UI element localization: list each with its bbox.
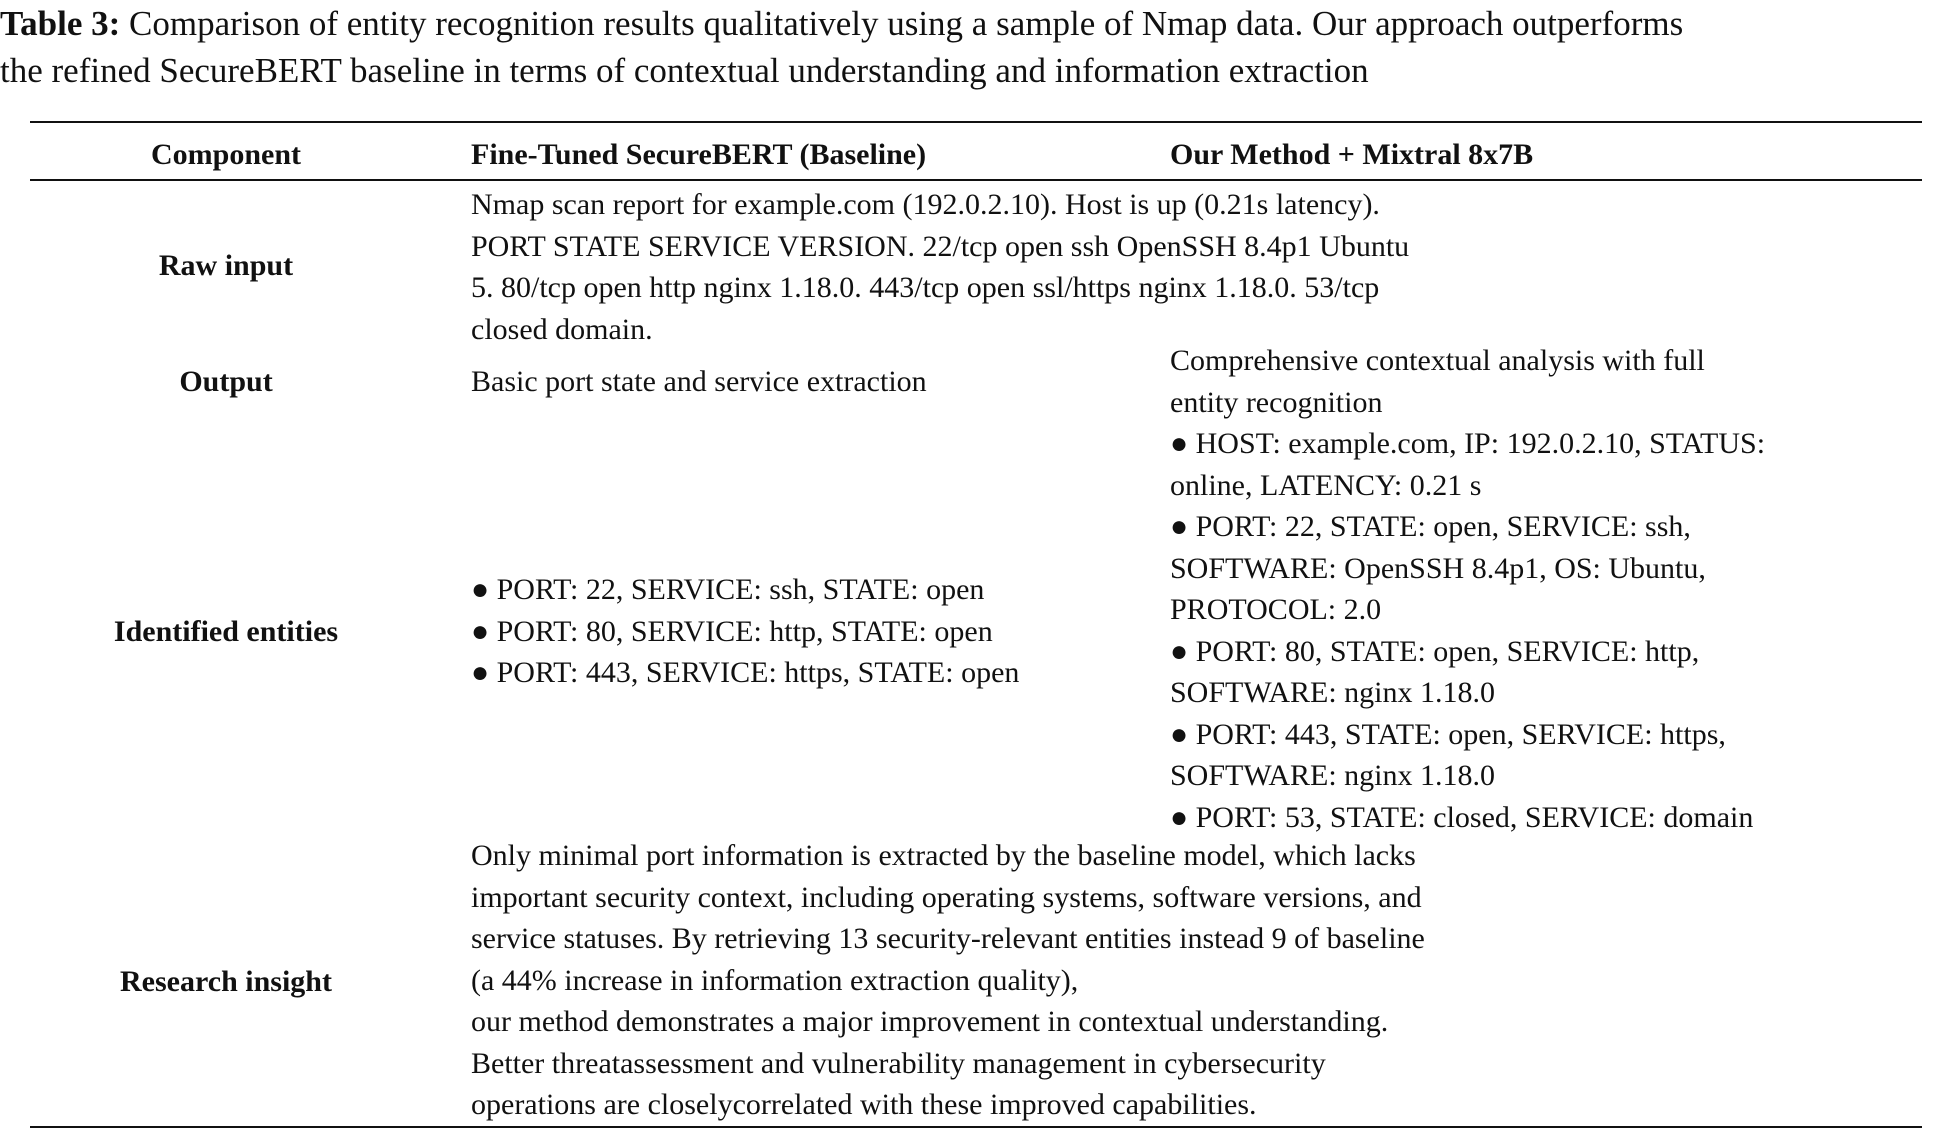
row-label-raw-input: Raw input [158,249,294,282]
raw-input-line: Nmap scan report for example.com (192.0.2.10). Host is up (0.21s latency). [471,188,1380,221]
list-item: ● HOST: example.com, IP: 192.0.2.10, STATUS: [1170,427,1766,460]
row-label-research-insight: Research insight [120,965,332,998]
header-component: Component [150,138,301,171]
table-top-rule [30,121,1922,123]
list-item: ● PORT: 80, SERVICE: http, STATE: open [471,614,993,648]
insight-line: our method demonstrates a major improvement in contextual understanding. [471,1005,1389,1038]
insight-line: Better threatassessment and vulnerability management in cybersecurity [471,1046,1326,1080]
list-item: ● PORT: 80, STATE: open, SERVICE: http, [1170,634,1700,668]
caption-label: Table 3: [0,4,121,43]
row-label-identified-entities: Identified entities [113,615,339,648]
insight-line: operations are closelycorrelated with these improved capabilities. [471,1088,1257,1121]
insight-line: service statuses. By retrieving 13 security-relevant entities instead 9 of baseline [471,922,1425,955]
header-ours: Our Method + Mixtral 8x7B [1170,138,1534,171]
raw-input-line: closed domain. [471,312,653,346]
entities-ours-list [1170,423,1765,838]
list-item: PROTOCOL: 2.0 [1170,593,1382,626]
output-baseline: Basic port state and service extraction [471,365,927,398]
research-insight-text [471,835,1425,1126]
list-item: online, LATENCY: 0.21 s [1170,468,1482,502]
list-item: ● PORT: 53, STATE: closed, SERVICE: domain [1170,800,1754,834]
raw-input-line: PORT STATE SERVICE VERSION. 22/tcp open ssh OpenSSH 8.4p1 Ubuntu [471,229,1410,263]
list-item: SOFTWARE: nginx 1.18.0 [1170,676,1496,709]
list-item: ● PORT: 22, STATE: open, SERVICE: ssh, [1170,510,1691,543]
insight-line: Only minimal port information is extracted by the baseline model, which lacks [471,839,1416,872]
output-ours-line: entity recognition [1170,385,1383,419]
list-item: SOFTWARE: nginx 1.18.0 [1170,759,1496,792]
caption-line-1 [0,0,1952,47]
caption-line-2: the refined SecureBERT baseline in terms of contextual understanding and information extraction [0,51,1369,90]
raw-input-line: 5. 80/tcp open http nginx 1.18.0. 443/tcp open ssl/https nginx 1.18.0. 53/tcp [471,271,1380,304]
row-label-output: Output [179,365,273,398]
list-item: ● PORT: 443, STATE: open, SERVICE: https, [1170,717,1726,751]
table-caption [0,0,1952,94]
output-ours [1170,340,1705,423]
output-ours-line: Comprehensive contextual analysis with full [1170,344,1705,377]
header-baseline: Fine-Tuned SecureBERT (Baseline) [471,138,927,171]
raw-input-text [471,184,1409,350]
entities-baseline-list [471,569,1019,694]
table-header-rule [30,179,1922,181]
caption-text-1: Comparison of entity recognition results qualitatively using a sample of Nmap data. Our approach outperforms [129,4,1684,43]
list-item: ● PORT: 443, SERVICE: https, STATE: open [471,656,1020,689]
list-item: SOFTWARE: OpenSSH 8.4p1, OS: Ubuntu, [1170,551,1706,585]
insight-line: important security context, including operating systems, software versions, and [471,880,1422,914]
list-item: ● PORT: 22, SERVICE: ssh, STATE: open [471,573,985,606]
insight-line: (a 44% increase in information extraction quality), [471,963,1079,997]
